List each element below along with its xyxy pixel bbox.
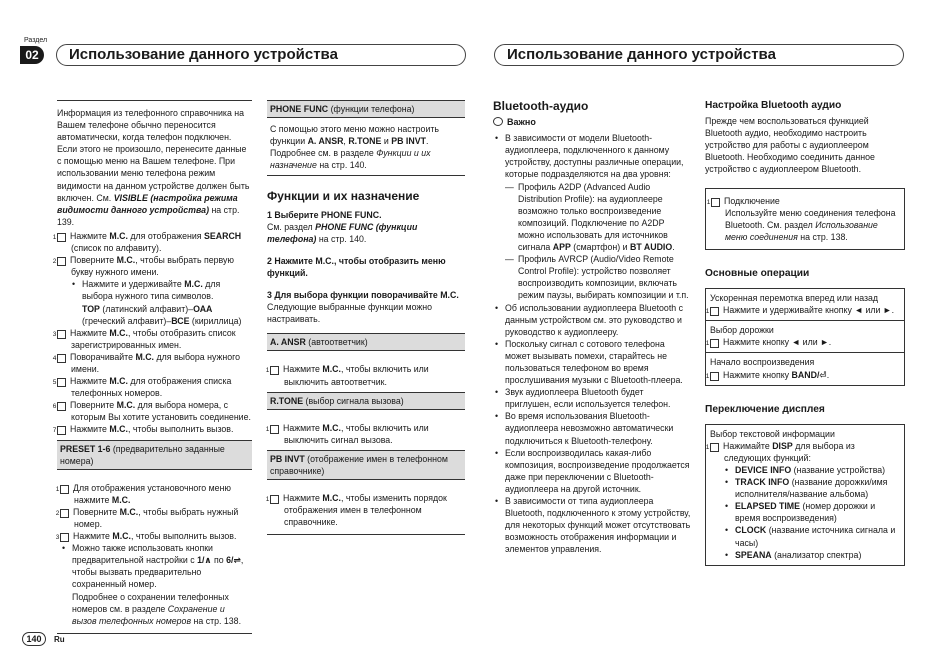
bt-bullet-5: • Во время использования Bluetooth-аудиоплеера невозможно автоматически подключиться к Bluetooth-телефону. <box>493 410 691 446</box>
step-4: 4 Поворачивайте M.C. для выбора нужного имени. <box>52 351 240 374</box>
section-label: Раздел <box>24 37 48 44</box>
section-number: 02 <box>20 46 44 64</box>
func-step-3: 3 Для выбора функции поворачивайте M.C. <box>267 290 459 301</box>
bt-bullet-6: • Если воспроизводилась какая-либо композиция, воспроизведение продолжается даже при переключении с Bluetooth-аудиоплеера на другой источник. <box>493 447 691 495</box>
op-playback: Начало воспроизведения 1 Нажмите кнопку BAND/⏎. <box>706 352 904 384</box>
display-clock: • CLOCK (название источника сигнала и часы) <box>710 524 900 548</box>
column-3 <box>493 100 691 555</box>
op-ff-rew: Ускоренная перемотка вперед или назад 1 Нажмите и удерживайте кнопку ◄ или ►. <box>705 293 895 316</box>
bt-dash-avrcp: — Профиль AVRCP (Audio/Video Remote Control Profile): устройство позволяет воспроизводить композиции, включать режим паузы, выбирать композиции и т.п. <box>493 253 691 301</box>
preset-step-1: 1 Для отображения установочного меню нажмите M.C. <box>55 482 232 505</box>
basic-ops-heading: Основные операции <box>705 267 810 279</box>
important-icon <box>493 117 503 126</box>
language-code: Ru <box>54 635 65 644</box>
display-device-info: • DEVICE INFO (название устройства) <box>710 464 900 476</box>
func-step-1-text: См. раздел PHONE FUNC (функции телефона) на стр. 140. <box>267 221 418 244</box>
phone-func-body: С помощью этого меню можно настроить функции A. ANSR, R.TONE и PB INVT. Подробнее см. в разделе Функции и их назначение на стр. 140. <box>267 117 465 176</box>
op-track-select: Выбор дорожки 1 Нажмите кнопку ◄ или ►. <box>706 320 904 352</box>
step-1: 1 Нажмите M.C. для отображения SEARCH (список по алфавиту). <box>52 230 242 254</box>
bt-bullet-4: • Звук аудиоплеера Bluetooth будет приглушен, если используется телефон. <box>493 386 691 410</box>
step-2: 2 Поверните M.C., чтобы выбрать первую букву нужного имени. <box>52 255 235 278</box>
preset-body <box>57 469 252 634</box>
bt-bullet-1: • В зависимости от модели Bluetooth-аудиоплеера, подключенного к данному устройству, доступны различные операции, которые подразделяются на два уровня: <box>493 132 691 180</box>
display-elapsed-time: • ELAPSED TIME (номер дорожки и время воспроизведения) <box>710 500 900 524</box>
pbinvt-body: 1 Нажмите M.C., чтобы изменить порядок отображения имен в телефонном справочнике. <box>267 479 465 535</box>
display-box: Выбор текстовой информации 1 Нажимайте DISP для выбора из следующих функций: • DEVICE INFO (название устройства) • TRACK INFO (название дорожки/имя исполнителя/название альбома) • ELAPSED TIME (номер дорожки и время воспроизведения) • CLOCK (название источника сигнала и часы) • SPEANA (анализатор спектра) <box>705 424 905 566</box>
rtone-title: R.TONE (выбор сигнала вызова) <box>267 392 465 409</box>
page-title-left: Использование данного устройства <box>56 44 466 66</box>
connection-step: 1 Подключение <box>706 195 780 206</box>
display-track-info: • TRACK INFO (название дорожки/имя исполнителя/название альбома) <box>710 476 900 500</box>
step-5: 5 Нажмите M.C. для отображения списка телефонных номеров. <box>52 376 232 399</box>
sub-bullet-char-type: • Нажмите и удерживайте M.C. для выбора нужного типа символов. TOP (латинский алфавит)–ОАА (греческий алфавит)–ВСЕ (кириллица) <box>57 278 252 326</box>
phonebook-intro: Информация из телефонного справочника на Вашем телефоне обычно переносится автоматически, когда телефон подключен. Если этого не произошло, перенесите данные с помощью меню на Вашем телефоне. При использовании меню телефона режим видимости на данном устройстве должен быть включен. См. VISIBLE (настройка режима видимости данного устройства) на стр. 139. <box>57 100 252 228</box>
bt-setup-text: Прежде чем воспользоваться функцией Bluetooth аудио, необходимо настроить устройство для работы с аудиоплеером Bluetooth. Необходимо соединить данное устройство с аудиоплеером Bluetooth. <box>705 116 875 175</box>
preset-title: PRESET 1-6 (предварительно заданные номера) <box>57 440 252 469</box>
functions-heading: Функции и их назначение <box>267 189 420 204</box>
column-1 <box>52 100 252 634</box>
bt-bullet-3: • Поскольку сигнал с сотового телефона может вызывать помехи, старайтесь не пользоваться телефоном во время прослушивания музыки с Bluetooth-плеера. <box>493 338 691 386</box>
step-7: 7 Нажмите M.C., чтобы выполнить вызов. <box>52 424 234 435</box>
bt-dash-a2dp: — Профиль A2DP (Advanced Audio Distribution Profile): на аудиоплеере возможно только воспроизведение композиций. Подключение по A2DP можно использовать для источников сигнала APP (смартфон) и BT AUDIO. <box>493 181 691 254</box>
display-speana: • SPEANA (анализатор спектра) <box>710 549 900 561</box>
ansr-title: A. ANSR (автоответчик) <box>267 333 465 350</box>
phone-func-title: PHONE FUNC (функции телефона) <box>267 100 465 117</box>
preset-step-2: 2 Поверните M.C., чтобы выбрать нужный номер. <box>55 506 239 529</box>
step-6: 6 Поверните M.C. для выбора номера, с которым Вы хотите установить соединение. <box>52 400 251 423</box>
step-3: 3 Нажмите M.C., чтобы отобразить список зарегистрированных имен. <box>52 327 236 350</box>
basic-ops-box <box>705 288 905 386</box>
page-number: 140 <box>22 632 46 646</box>
pbinvt-title: PB INVT (отображение имен в телефонном справочнике) <box>267 450 465 479</box>
func-step-3-text: Следующие выбранные функции можно настраивать. <box>267 302 433 325</box>
column-2 <box>267 100 465 535</box>
connection-text: Используйте меню соединения телефона Bluetooth. См. раздел Использование меню соединения на стр. 138. <box>725 207 896 242</box>
func-step-2: 2 Нажмите M.C., чтобы отобразить меню функций. <box>267 255 446 278</box>
display-step: 1 Нажимайте DISP для выбора из следующих функций: <box>705 440 855 463</box>
column-4 <box>705 100 905 566</box>
connection-box <box>705 188 905 250</box>
preset-step-3: 3 Нажмите M.C., чтобы выполнить вызов. <box>55 531 237 542</box>
func-step-1: 1 Выберите PHONE FUNC. <box>267 209 382 220</box>
preset-bullet: • Можно также использовать кнопки предварительной настройки с 1/∧ по 6/⇌, чтобы вызвать предварительно сохраненный номер. Подробнее о сохранении телефонных номеров см. в разделе Сохранение и вызов телефонных номеров на стр. 138. <box>60 542 249 627</box>
display-switch-heading: Переключение дисплея <box>705 403 825 415</box>
bt-bullet-2: • Об использовании аудиоплеера Bluetooth с данным устройством см. это руководство и руководство к аудиоплееру. <box>493 302 691 338</box>
bt-audio-heading: Bluetooth-аудио <box>493 99 589 113</box>
bt-setup-heading: Настройка Bluetooth аудио <box>705 100 842 111</box>
rtone-body: 1 Нажмите M.C., чтобы включить или выключить сигнал вызова. <box>267 409 465 450</box>
ansr-body: 1 Нажмите M.C., чтобы включить или выключить автоответчик. <box>267 350 465 391</box>
bt-bullet-7: • В зависимости от типа аудиоплеера Bluetooth, подключенного к этому устройству, для некоторых функций может отсутствовать возможность отображения информации и элементов управления. <box>493 495 691 555</box>
important-note: Важно <box>493 116 691 128</box>
page-title-right: Использование данного устройства <box>494 44 904 66</box>
